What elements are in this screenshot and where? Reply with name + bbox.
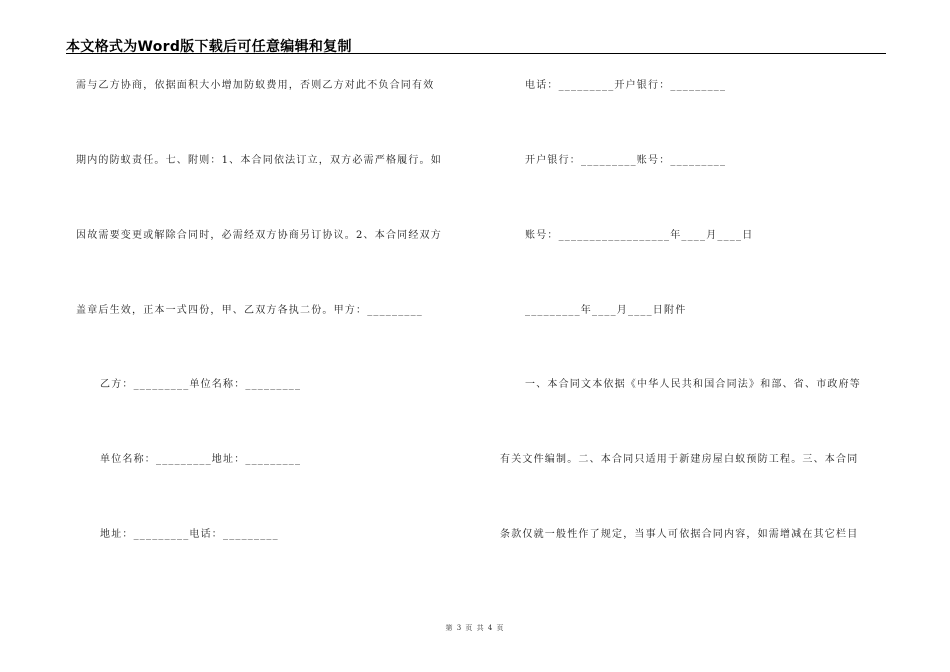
right-line-3: 账号：__________________年____月____日 <box>525 230 754 241</box>
right-line-6: 有关文件编制。二、本合同只适用于新建房屋白蚁预防工程。三、本合同 <box>500 454 859 465</box>
right-line-5: 一、本合同文本依据《中华人民共和国合同法》和部、省、市政府等 <box>525 379 861 390</box>
left-line-4: 盖章后生效，正本一式四份，甲、乙双方各执二份。甲方：_________ <box>76 305 423 316</box>
page-header-title: 本文格式为Word版下载后可任意编辑和复制 <box>66 39 352 55</box>
right-line-7: 条款仅就一般性作了规定，当事人可依据合同内容，如需增减在其它栏目 <box>500 529 859 540</box>
page-footer-number: 第 3 页 共 4 页 <box>445 624 505 632</box>
left-line-6: 单位名称：_________地址：_________ <box>100 454 302 465</box>
right-line-1: 电话：_________开户银行：_________ <box>525 80 727 91</box>
left-line-5: 乙方：_________单位名称：_________ <box>100 379 302 390</box>
left-line-1: 需与乙方协商，依据面积大小增加防蚁费用，否则乙方对此不负合同有效 <box>76 80 435 91</box>
left-line-2: 期内的防蚁责任。七、附则：1、本合同依法订立，双方必需严格履行。如 <box>76 155 442 166</box>
left-line-3: 因故需要变更或解除合同时，必需经双方协商另订协议。2、本合同经双方 <box>76 230 442 241</box>
right-line-2: 开户银行：_________账号：_________ <box>525 155 727 166</box>
right-line-4: _________年____月____日附件 <box>525 305 687 316</box>
left-line-7: 地址：_________电话：_________ <box>100 529 279 540</box>
header-divider <box>66 53 886 54</box>
